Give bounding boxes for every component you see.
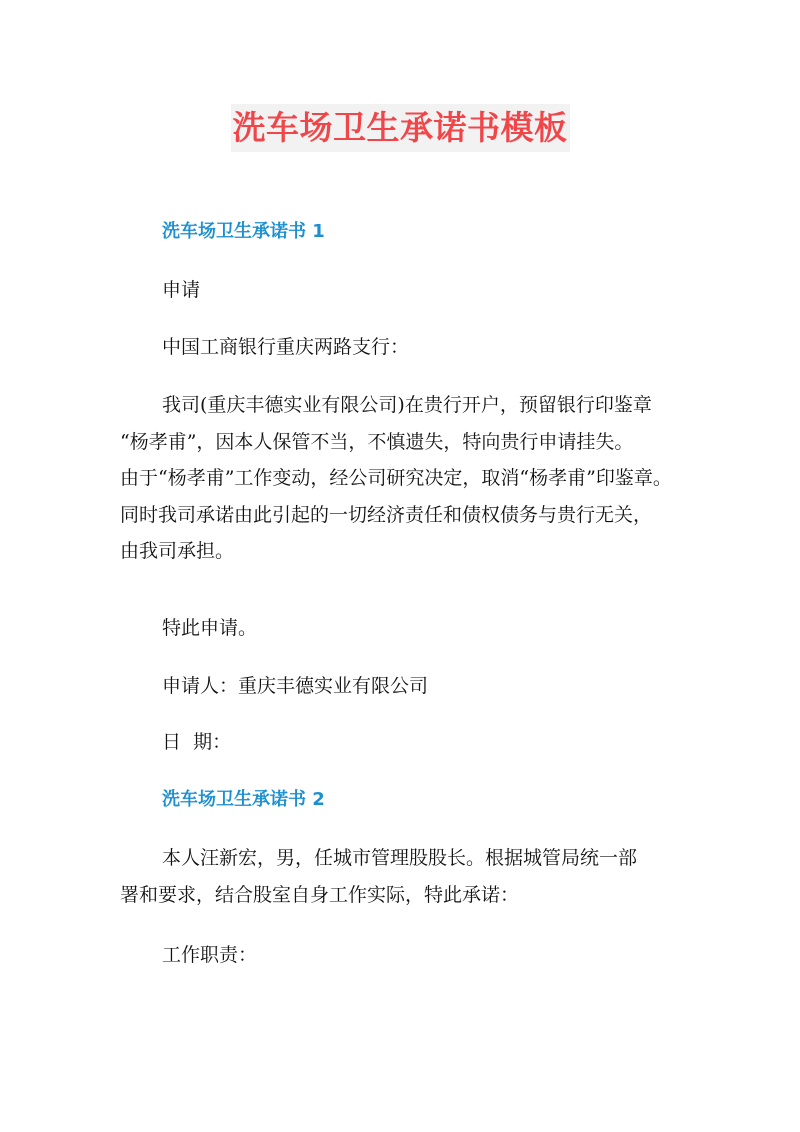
- text-line: “杨孝甫”，因本人保管不当，不慎遗失，特向贵行申请挂失。: [120, 430, 634, 453]
- title-container: [0, 104, 800, 152]
- paragraph: 中国工商银行重庆两路支行：: [162, 336, 410, 358]
- paragraph: 申请人：重庆丰德实业有限公司: [162, 675, 429, 697]
- text-line: 我司(重庆丰德实业有限公司)在贵行开户，预留银行印鉴章: [162, 394, 652, 416]
- paragraph: 特此申请。: [162, 617, 258, 639]
- text-line: 由我司承担。: [120, 540, 235, 562]
- text-line: 本人汪新宏，男，任城市管理股股长。根据城管局统一部: [162, 847, 638, 869]
- document-title: 洗车场卫生承诺书模板: [231, 104, 570, 152]
- paragraph: 申请: [162, 279, 201, 301]
- text-line: 署和要求，结合股室自身工作实际，特此承诺：: [120, 883, 520, 906]
- section-heading-1: 洗车场卫生承诺书 1: [162, 221, 325, 242]
- paragraph-body: [120, 840, 637, 913]
- text-line: 由于“杨孝甫”工作变动，经公司研究决定，取消“杨孝甫”印鉴章。: [120, 467, 672, 489]
- text-line: 同时我司承诺由此引起的一切经济责任和债权债务与贵行无关，: [120, 503, 653, 526]
- section-heading-2: 洗车场卫生承诺书 2: [162, 789, 325, 810]
- paragraph: 工作职责：: [162, 944, 258, 966]
- paragraph-date: 日 期：: [162, 731, 232, 753]
- paragraph-body: [120, 387, 672, 570]
